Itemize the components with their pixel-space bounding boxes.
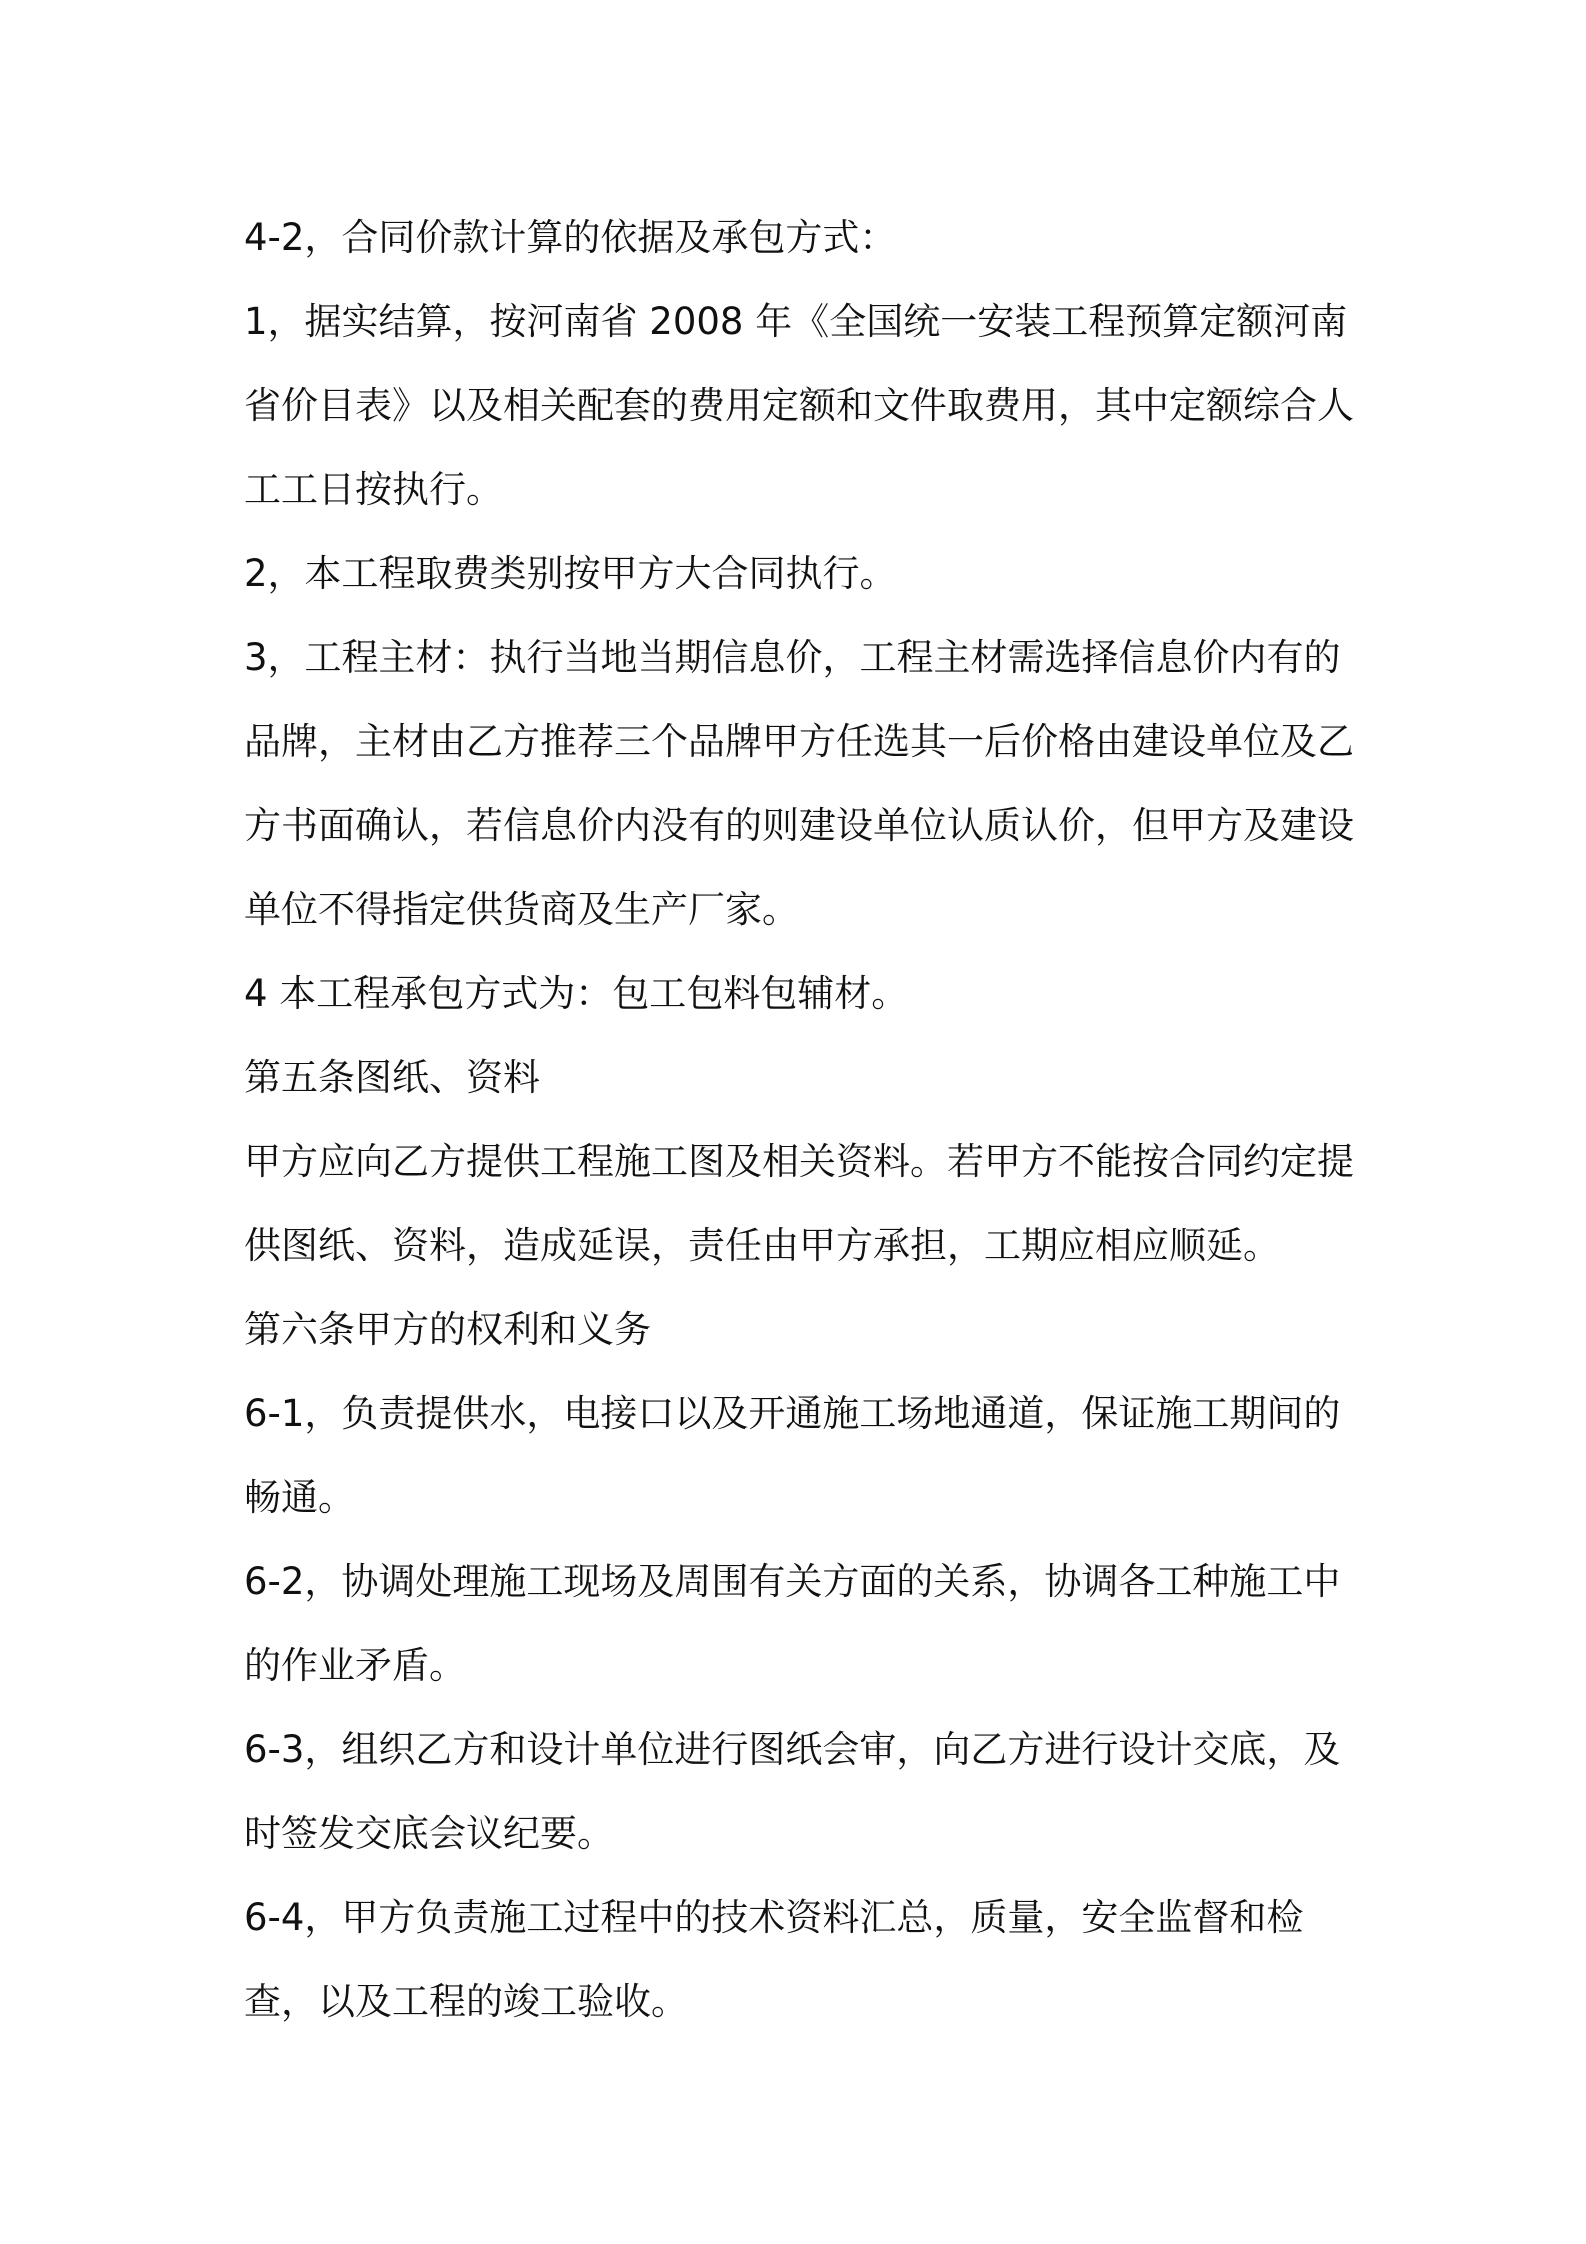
- clause-6-1: 6-1，负责提供水，电接口以及开通施工场地通道，保证施工期间的畅通。: [244, 1392, 1341, 1519]
- article-5-heading: 第五条图纸、资料: [244, 1056, 540, 1099]
- article-5-body: 甲方应向乙方提供工程施工图及相关资料。若甲方不能按合同约定提供图纸、资料，造成延误，责任由甲方承担，工期应相应顺延。: [244, 1140, 1354, 1267]
- clause-6-2: 6-2，协调处理施工现场及周围有关方面的关系，协调各工种施工中的作业矛盾。: [244, 1560, 1341, 1687]
- clause-6-3: 6-3，组织乙方和设计单位进行图纸会审，向乙方进行设计交底，及时签发交底会议纪要。: [244, 1728, 1341, 1855]
- clause-4-2-item-2: 2，本工程取费类别按甲方大合同执行。: [244, 552, 897, 595]
- clause-4-2-item-1: 1，据实结算，按河南省 2008 年《全国统一安装工程预算定额河南省价目表》以及相关配套的费用定额和文件取费用，其中定额综合人工工日按执行。: [244, 300, 1354, 511]
- clause-4-2-item-3: 3，工程主材：执行当地当期信息价，工程主材需选择信息价内有的品牌，主材由乙方推荐三个品牌甲方任选其一后价格由建设单位及乙方书面确认，若信息价内没有的则建设单位认质认价，但甲方及建设单位不得指定供货商及生产厂家。: [244, 636, 1354, 931]
- document-body: [244, 196, 1362, 2044]
- clause-6-4: 6-4，甲方负责施工过程中的技术资料汇总，质量，安全监督和检查，以及工程的竣工验收。: [244, 1896, 1304, 2023]
- clause-4-2-item-4: 4 本工程承包方式为：包工包料包辅材。: [244, 972, 909, 1015]
- clause-4-2-heading: 4-2，合同价款计算的依据及承包方式：: [244, 216, 897, 259]
- article-6-heading: 第六条甲方的权利和义务: [244, 1308, 651, 1351]
